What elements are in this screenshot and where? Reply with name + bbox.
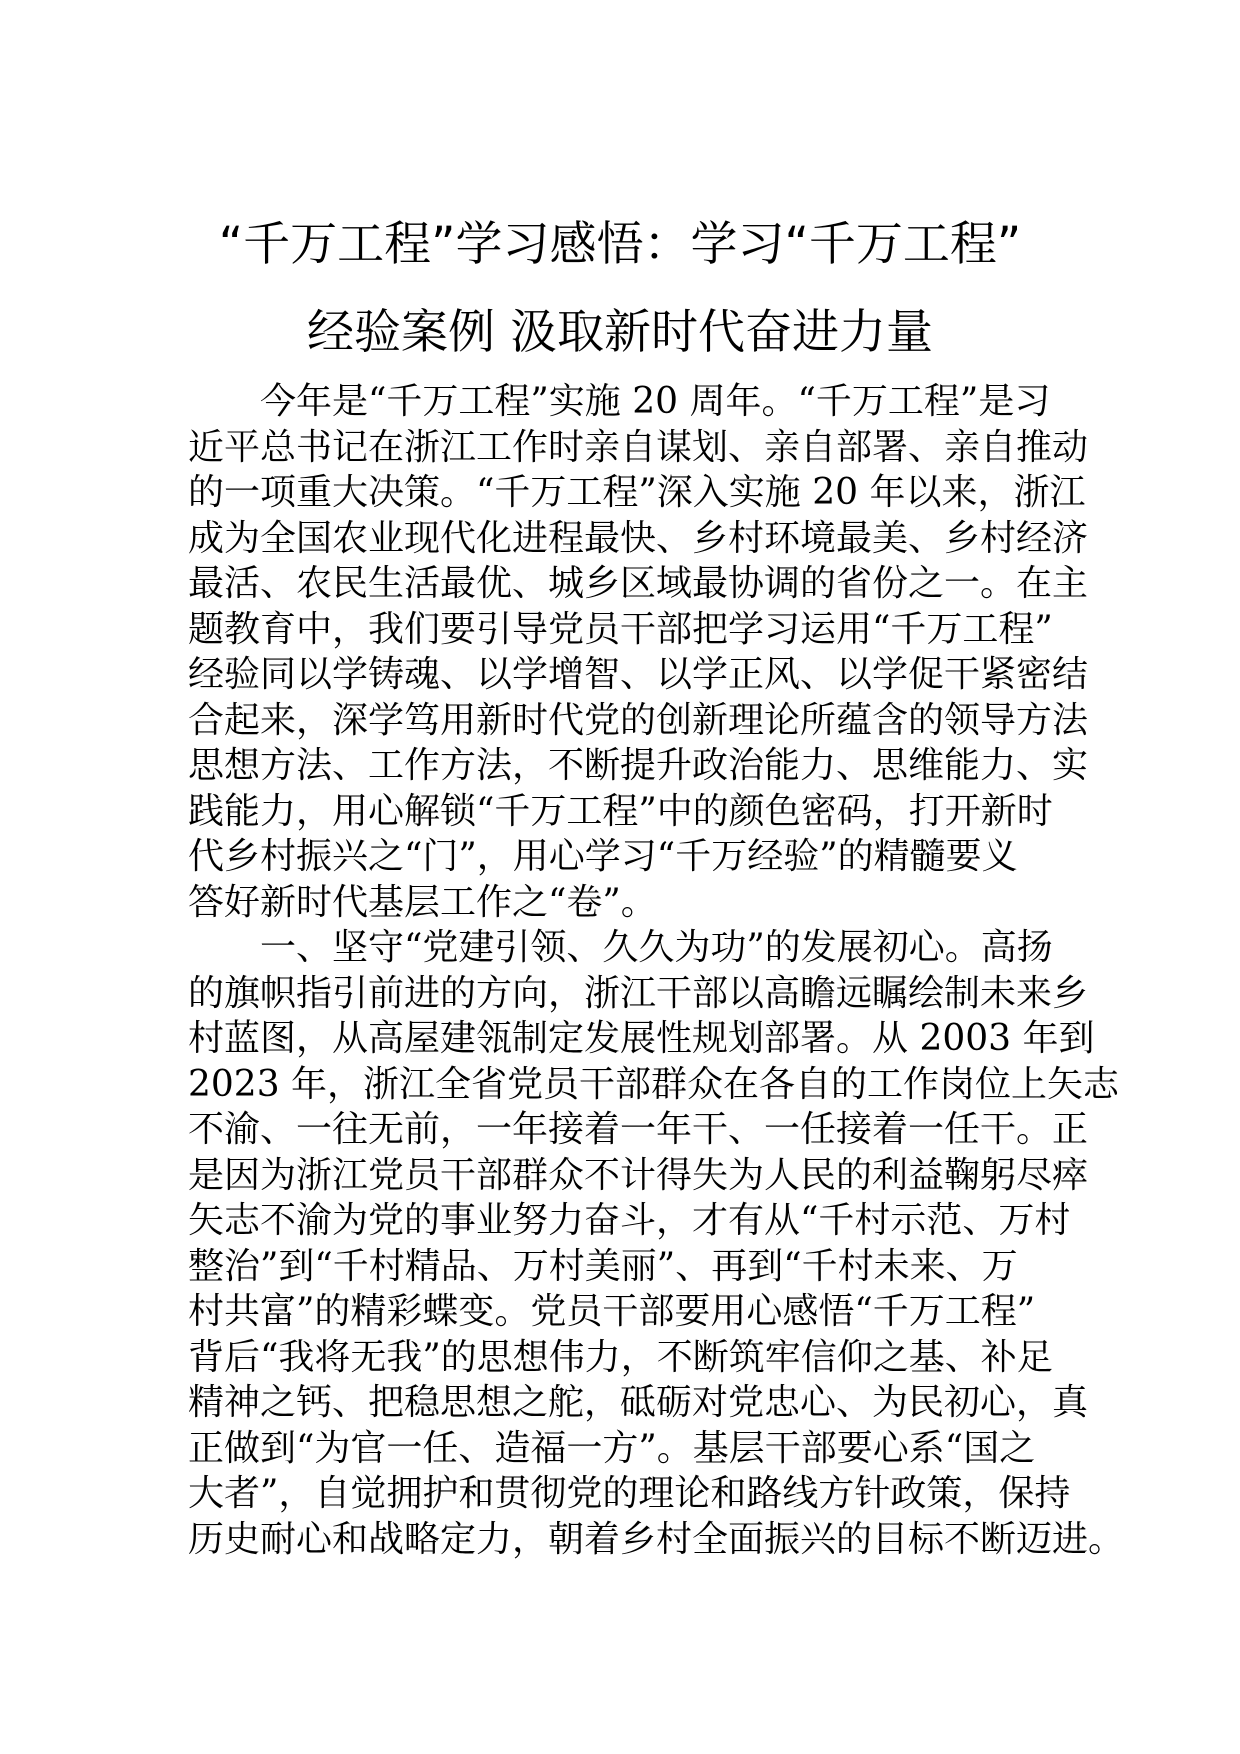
body-line: 村共富”的精彩蝶变。党员干部要用心感悟“千万工程” — [188, 1291, 1036, 1332]
body-line: 代乡村振兴之“门”，用心学习“千万经验”的精髓要义 — [188, 836, 1018, 877]
section-heading-line: 一、坚守“党建引领、久久为功”的发展初心。高扬 — [260, 927, 1053, 968]
body-line: 成为全国农业现代化进程最快、乡村环境最美、乡村经济 — [188, 517, 1089, 559]
body-line: 践能力，用心解锁“千万工程”中的颜色密码，打开新时 — [188, 790, 1053, 832]
body-line: 大者”，自觉拥护和贯彻党的理论和路线方针政策，保持 — [188, 1473, 1071, 1514]
body-line: 不渝、一往无前，一年接着一年干、一任接着一任干。正 — [188, 1109, 1089, 1150]
body-line: 的旗帜指引前进的方向，浙江干部以高瞻远瞩绘制未来乡 — [188, 972, 1089, 1014]
body-line: 2023 年，浙江全省党员干部群众在各自的工作岗位上矢志 — [188, 1063, 1120, 1105]
body-line: 答好新时代基层工作之“卷”。 — [188, 881, 657, 923]
body-line: 背后“我将无我”的思想伟力，不断筑牢信仰之基、补足 — [188, 1336, 1053, 1378]
body-line: 整治”到“千村精品、万村美丽”、再到“千村未来、万 — [188, 1245, 1018, 1287]
body-line: 最活、农民生活最优、城乡区域最协调的省份之一。在主 — [188, 563, 1089, 604]
document-title-line-1: “千万工程”学习感悟：学习“千万工程” — [218, 217, 1022, 272]
body-line: 合起来，深学笃用新时代党的创新理论所蕴含的领导方法 — [188, 699, 1089, 741]
body-line: 村蓝图，从高屋建瓴制定发展性规划部署。从 2003 年到 — [188, 1018, 1095, 1059]
body-line: 近平总书记在浙江工作时亲自谋划、亲自部署、亲自推动 — [188, 426, 1089, 468]
document-body — [188, 379, 1125, 1562]
body-line: 思想方法、工作方法，不断提升政治能力、思维能力、实 — [188, 745, 1089, 786]
body-line: 经验同以学铸魂、以学增智、以学正风、以学促干紧密结 — [188, 654, 1089, 695]
document-title-line-2: 经验案例 汲取新时代奋进力量 — [307, 305, 933, 360]
body-line: 的一项重大决策。“千万工程”深入实施 20 年以来，浙江 — [188, 472, 1086, 513]
body-line: 题教育中，我们要引导党员干部把学习运用“千万工程” — [188, 608, 1053, 650]
paragraph-section-one — [188, 925, 1125, 1562]
body-line: 今年是“千万工程”实施 20 周年。“千万工程”是习 — [260, 381, 1051, 422]
paragraph-intro — [188, 379, 1089, 925]
body-line: 历史耐心和战略定力，朝着乡村全面振兴的目标不断迈进。 — [188, 1518, 1125, 1560]
body-line: 精神之钙、把稳思想之舵，砥砺对党忠心、为民初心，真 — [188, 1382, 1089, 1423]
body-line: 矢志不渝为党的事业努力奋斗，才有从“千村示范、万村 — [188, 1200, 1071, 1241]
body-line: 正做到“为官一任、造福一方”。基层干部要心系“国之 — [188, 1427, 1036, 1469]
body-line: 是因为浙江党员干部群众不计得失为人民的利益鞠躬尽瘁 — [188, 1154, 1089, 1196]
